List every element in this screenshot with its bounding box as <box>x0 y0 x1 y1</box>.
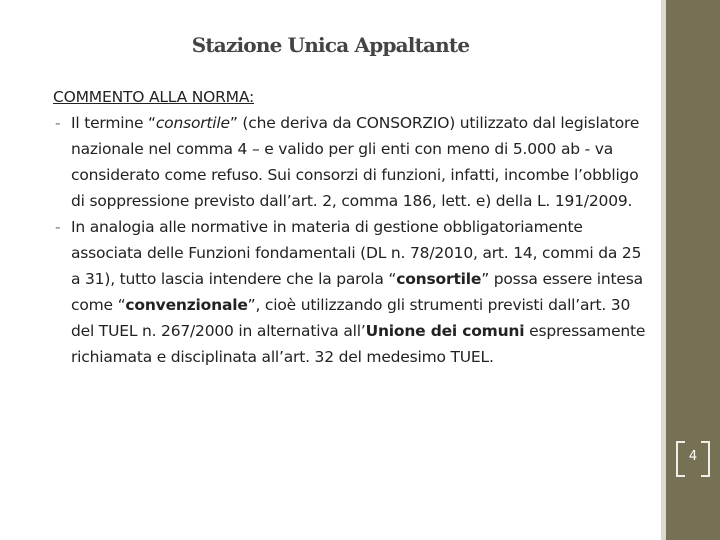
slide-content <box>53 84 653 370</box>
bullet-1-term-consortile: consortile <box>155 114 230 132</box>
bullet-2-term-unione: Unione dei comuni <box>365 322 525 340</box>
bullet-2-text-a: In analogia alle normative in materia di gestione obbligatoriamente associata delle Funzioni fondamentali (DL n. 78/2010, art. 14, commi da 25 a 31), tutto lascia intendere che la parola “ <box>71 218 642 288</box>
bullet-2-text-b: ” possa essere intesa come “ <box>71 270 643 314</box>
bullet-2-text-d: espressamente richiamata e disciplinata all’art. 32 del medesimo TUEL. <box>71 322 646 366</box>
bullet-dash: - <box>55 114 61 132</box>
bullet-item-2 <box>53 214 653 370</box>
page-number-box <box>676 441 710 475</box>
bullet-1-text-a: Il termine “ <box>71 114 156 132</box>
bullet-2-term-convenzionale: convenzionale <box>125 296 248 314</box>
slide-title: Stazione Unica Appaltante <box>191 33 470 57</box>
page-number: 4 <box>688 449 698 464</box>
bullet-1-text-b: ” (che deriva da CONSORZIO) utilizzato dal legislatore nazionale nel comma 4 – e valido per gli enti con meno di 5.000 ab - va considerato come refuso. Sui consorzi di funzioni, infatti, incombe l’obbligo di soppressione previsto dall’art. 2, comma 186, lett. e) della L. 191/2009. <box>71 114 640 210</box>
bullet-2-term-consortile: consortile <box>396 270 482 288</box>
bullet-dash: - <box>55 218 61 236</box>
bullet-2-text-c: ”, cioè utilizzando gli strumenti previsti dall’art. 30 del TUEL n. 267/2000 in alternativa all’ <box>71 296 631 340</box>
section-heading: COMMENTO ALLA NORMA: <box>53 88 255 106</box>
bullet-item-1 <box>53 110 653 214</box>
